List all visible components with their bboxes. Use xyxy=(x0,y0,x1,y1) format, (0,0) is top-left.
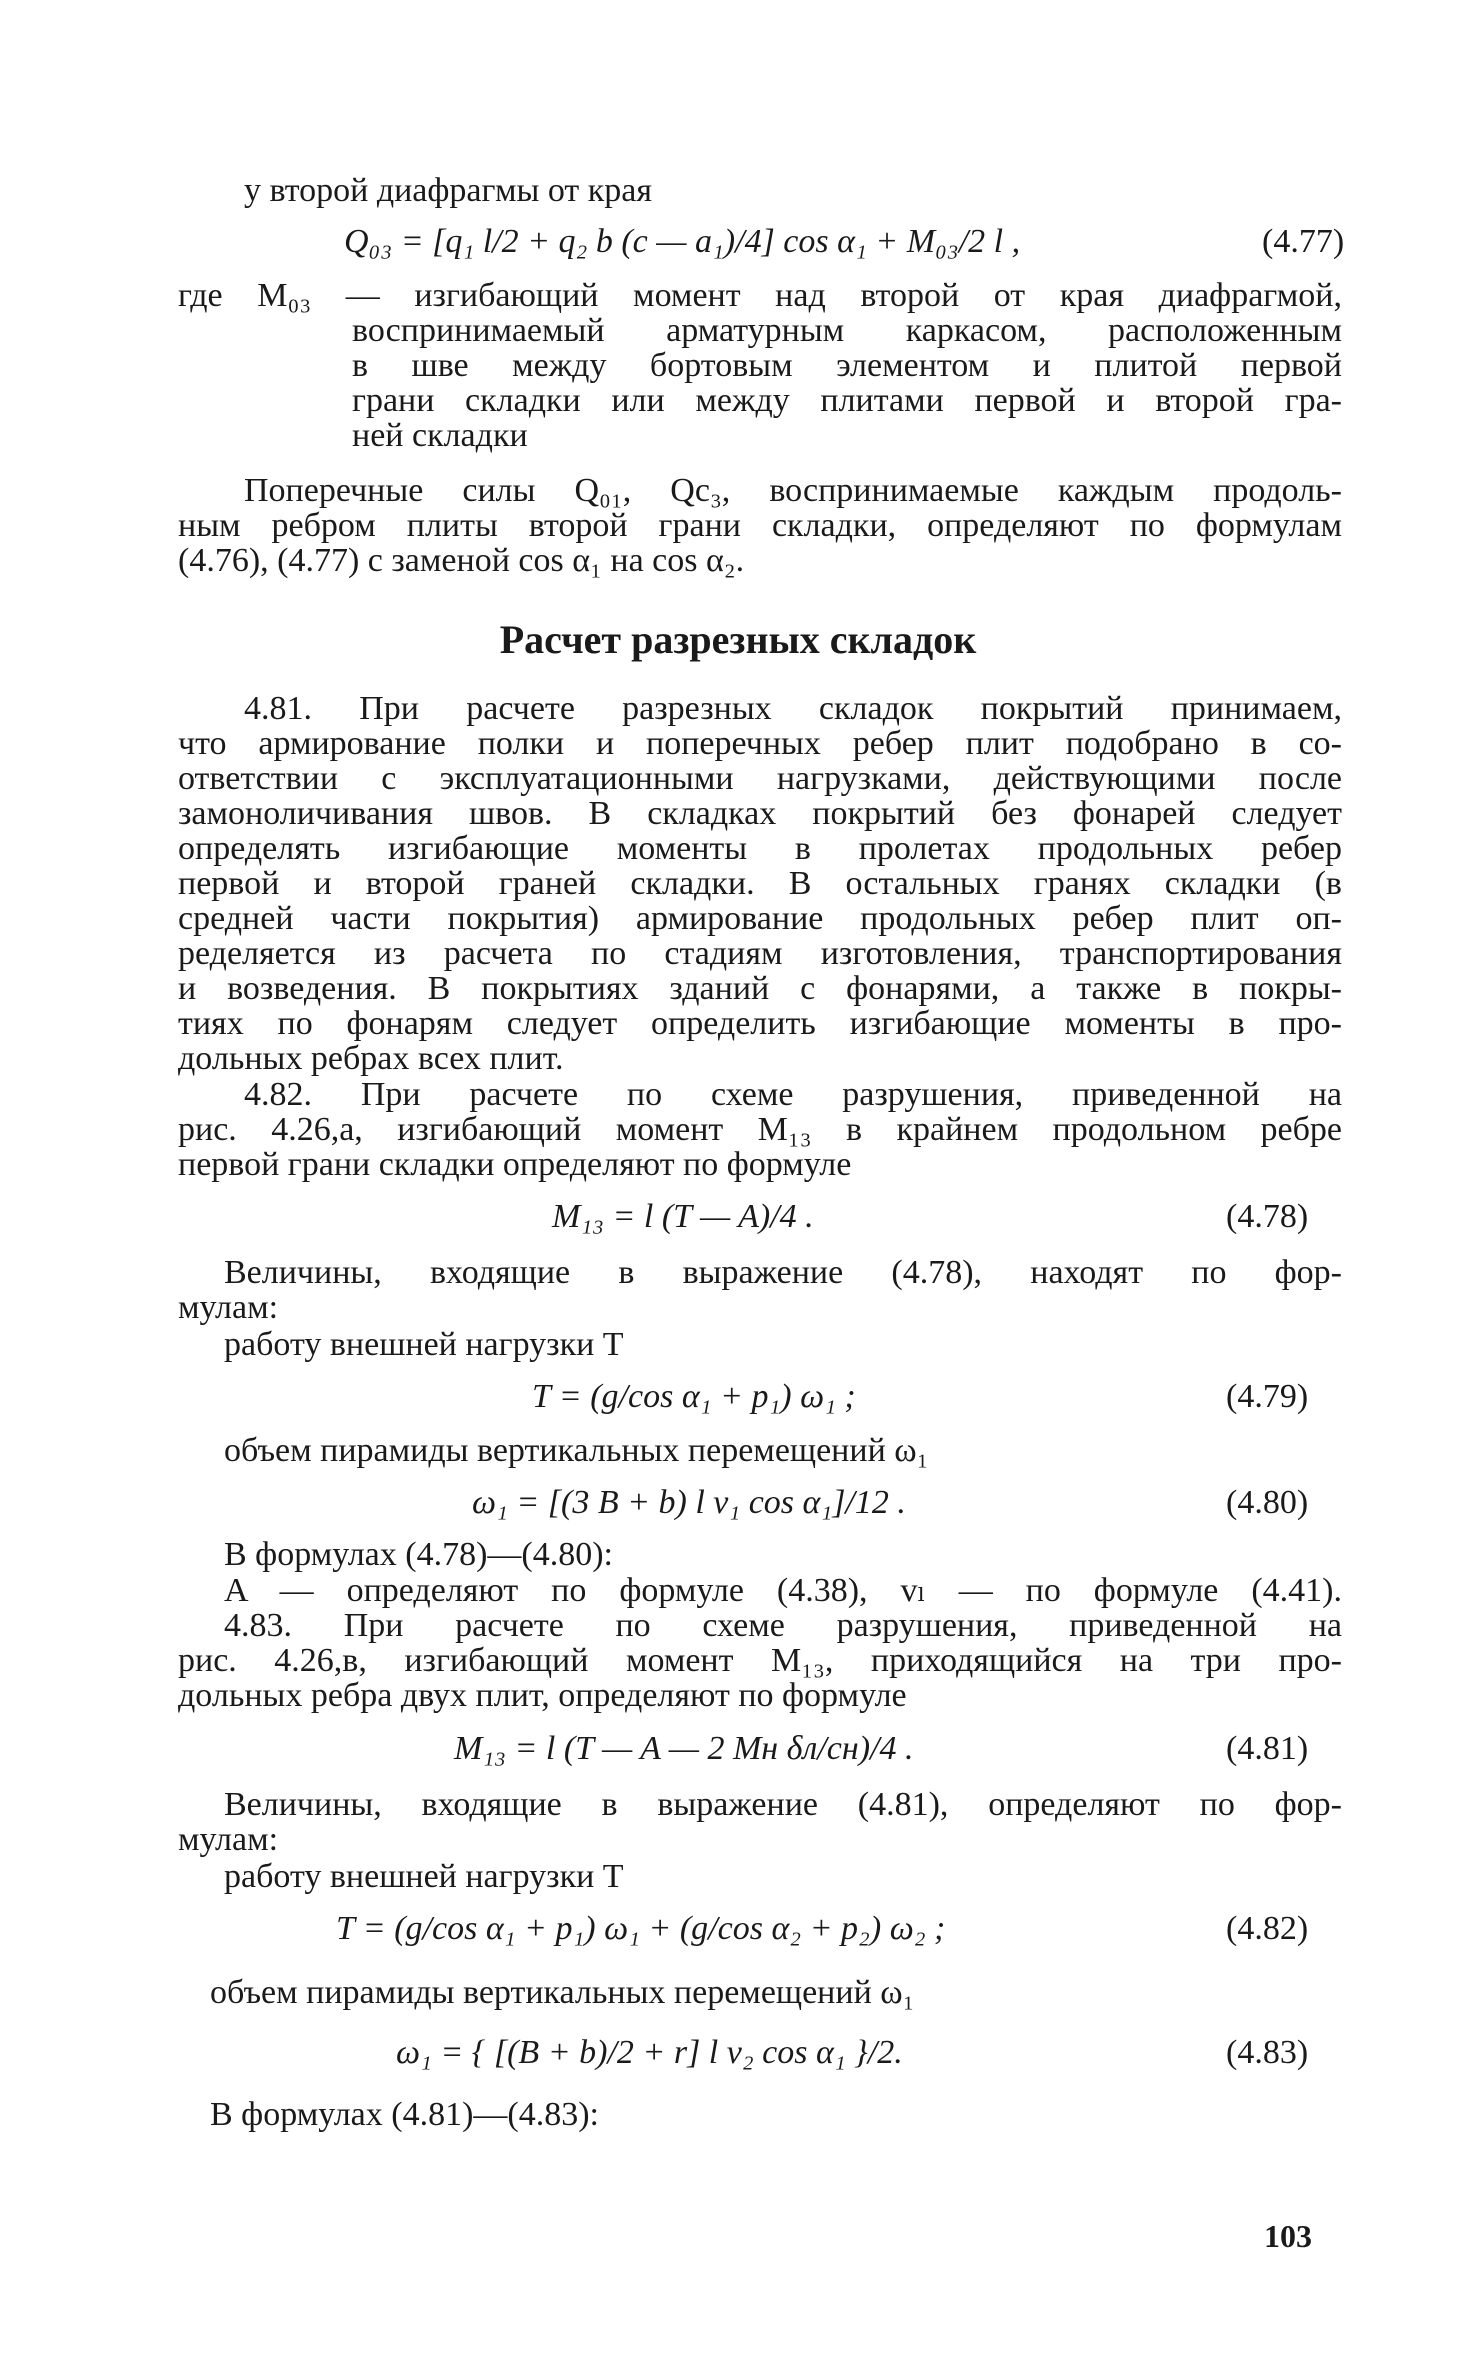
section-heading: Расчет разрезных складок xyxy=(499,617,977,662)
text-line: и возведения. В покрытиях зданий с фонарями, а также в покры- xyxy=(178,970,1342,1007)
text-line: воспринимаемый арматурным каркасом, расположенным xyxy=(352,312,1342,349)
equation-number: (4.78) xyxy=(1226,1198,1309,1235)
equation-number: (4.80) xyxy=(1226,1484,1309,1521)
text-line: 4.81. При расчете разрезных складок покрытий принимаем, xyxy=(244,690,1342,727)
text-line: (4.76), (4.77) с заменой cos α₁ на cos α₂. xyxy=(178,542,745,579)
text-line: ответствии с эксплуатационными нагрузками, действующими после xyxy=(178,760,1342,797)
equation-number: (4.79) xyxy=(1226,1378,1309,1415)
text-line: где M₀₃ — изгибающий момент над второй от края диафрагмой, xyxy=(178,277,1342,314)
text-line: у второй диафрагмы от края xyxy=(244,172,653,209)
text-line: Величины, входящие в выражение (4.81), определяют по фор- xyxy=(224,1786,1342,1823)
text-line: в шве между бортовым элементом и плитой первой xyxy=(352,347,1342,384)
text-line: объем пирамиды вертикальных перемещений ω₁ xyxy=(210,1974,915,2011)
formula-4-82: T = (g/cos α₁ + p₁) ω₁ + (g/cos α₂ + p₂) ω₂ ; xyxy=(336,1910,946,1947)
text-line: В формулах (4.78)—(4.80): xyxy=(224,1536,614,1573)
formula-4-81: M₁₃ = l (T — A — 2 Mн δл/cн)/4 . xyxy=(454,1730,914,1767)
formula-4-77: Q₀₃ = [q₁ l/2 + q₂ b (c — a₁)/4] cos α₁ + M₀₃/2 l , xyxy=(344,223,1021,260)
formula-4-83: ω₁ = { [(B + b)/2 + r] l v₂ cos α₁ }/2. xyxy=(396,2034,903,2071)
text-line: первой и второй граней складки. В остальных гранях складки (в xyxy=(178,865,1342,902)
page-number: 103 xyxy=(1264,2218,1312,2254)
text-line: A — определяют по формуле (4.38), vₗ — по формуле (4.41). xyxy=(224,1572,1342,1609)
formula-4-79: T = (g/cos α₁ + p₁) ω₁ ; xyxy=(532,1378,856,1415)
text-line: работу внешней нагрузки T xyxy=(224,1858,624,1895)
text-line: определять изгибающие моменты в пролетах продольных ребер xyxy=(178,830,1342,867)
equation-number: (4.77) xyxy=(1262,223,1345,260)
text-line: тиях по фонарям следует определить изгибающие моменты в про- xyxy=(178,1005,1342,1042)
text-line: дольных ребрах всех плит. xyxy=(178,1040,564,1077)
text-line: ределяется из расчета по стадиям изготовления, транспортирования xyxy=(178,935,1342,972)
text-line: В формулах (4.81)—(4.83): xyxy=(210,2096,600,2133)
text-line: грани складки или между плитами первой и второй гра- xyxy=(352,382,1342,419)
text-line: работу внешней нагрузки T xyxy=(224,1326,624,1363)
text-line: рис. 4.26,в, изгибающий момент M₁₃, приходящийся на три про- xyxy=(178,1642,1342,1679)
text-line: Величины, входящие в выражение (4.78), находят по фор- xyxy=(224,1254,1342,1291)
equation-number: (4.82) xyxy=(1226,1910,1309,1947)
text-line: первой грани складки определяют по формуле xyxy=(178,1146,852,1183)
text-line: дольных ребра двух плит, определяют по формуле xyxy=(178,1677,907,1714)
text-line: объем пирамиды вертикальных перемещений ω₁ xyxy=(224,1432,929,1469)
text-line: средней части покрытия) армирование продольных ребер плит оп- xyxy=(178,900,1342,937)
text-line: мулам: xyxy=(178,1289,279,1326)
text-line: ным ребром плиты второй грани складки, определяют по формулам xyxy=(178,507,1342,544)
text-line: 4.82. При расчете по схеме разрушения, приведенной на xyxy=(244,1076,1342,1113)
text-line: рис. 4.26,а, изгибающий момент M₁₃ в крайнем продольном ребре xyxy=(178,1111,1342,1148)
equation-number: (4.81) xyxy=(1226,1730,1309,1767)
text-line: 4.83. При расчете по схеме разрушения, приведенной на xyxy=(224,1607,1342,1644)
text-line: Поперечные силы Q₀₁, Qс₃, воспринимаемые каждым продоль- xyxy=(244,472,1342,509)
text-line: замоноличивания швов. В складках покрытий без фонарей следует xyxy=(178,795,1342,832)
equation-number: (4.83) xyxy=(1226,2034,1309,2071)
text-line: мулам: xyxy=(178,1821,279,1858)
formula-4-80: ω₁ = [(3 B + b) l v₁ cos α₁]/12 . xyxy=(472,1484,906,1521)
text-line: ней складки xyxy=(352,417,528,454)
text-line: что армирование полки и поперечных ребер плит подобрано в со- xyxy=(178,725,1342,762)
formula-4-78: M₁₃ = l (T — A)/4 . xyxy=(552,1198,814,1235)
